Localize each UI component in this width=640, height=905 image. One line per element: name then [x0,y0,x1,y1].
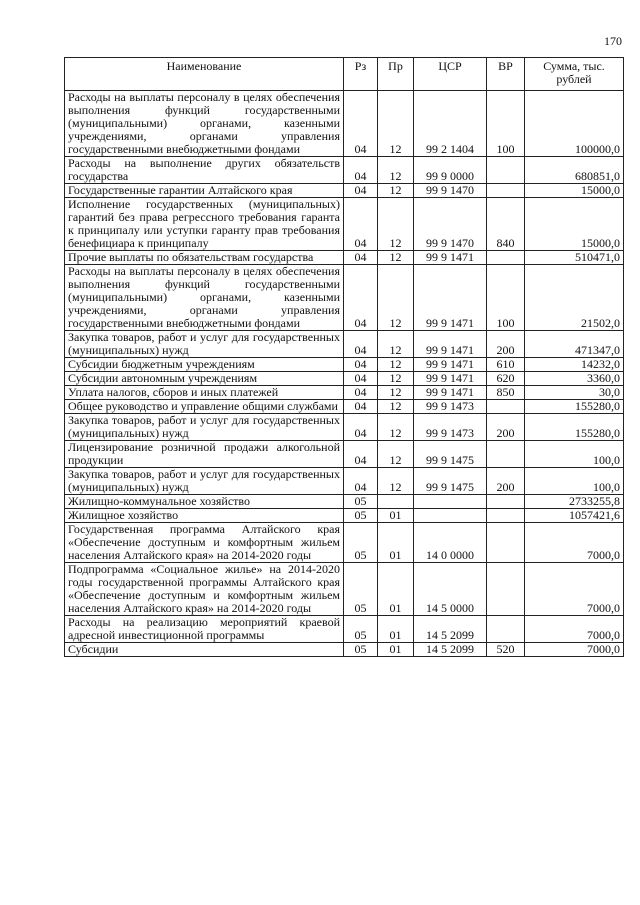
table-row [65,157,624,184]
cell-pr: 12 [378,91,414,157]
table-row [65,184,624,198]
cell-vr [487,441,525,468]
cell-rz: 04 [344,386,378,400]
cell-csr: 99 9 1475 [414,441,487,468]
table-body [65,91,624,657]
cell-rz: 04 [344,184,378,198]
cell-csr: 99 9 1470 [414,198,487,251]
cell-rz: 04 [344,400,378,414]
table-row [65,251,624,265]
table-row [65,509,624,523]
cell-name: Жилищное хозяйство [65,509,344,523]
table-header-row [65,58,624,91]
cell-sum: 100,0 [525,441,624,468]
cell-pr: 12 [378,414,414,441]
cell-pr: 01 [378,563,414,616]
cell-csr: 99 9 1473 [414,414,487,441]
cell-rz: 05 [344,523,378,563]
header-sum: Сумма, тыс. рублей [525,58,624,91]
cell-vr: 100 [487,265,525,331]
cell-sum: 510471,0 [525,251,624,265]
cell-csr: 99 9 1471 [414,331,487,358]
cell-sum: 155280,0 [525,414,624,441]
cell-rz: 04 [344,414,378,441]
cell-pr: 12 [378,184,414,198]
cell-rz: 04 [344,331,378,358]
cell-rz: 05 [344,509,378,523]
cell-csr: 14 0 0000 [414,523,487,563]
cell-sum: 7000,0 [525,563,624,616]
cell-vr [487,495,525,509]
cell-name: Прочие выплаты по обязательствам государства [65,251,344,265]
cell-name: Подпрограмма «Социальное жилье» на 2014-2020 годы государственной программы Алтайского края «Обеспечение доступным и комфортным жильем населения Алтайского края» на 2014-2020 годы [65,563,344,616]
cell-name: Субсидии бюджетным учреждениям [65,358,344,372]
cell-sum: 7000,0 [525,643,624,657]
cell-pr: 12 [378,331,414,358]
cell-rz: 05 [344,643,378,657]
cell-rz: 05 [344,495,378,509]
header-rz: Рз [344,58,378,91]
cell-vr [487,616,525,643]
cell-sum: 1057421,6 [525,509,624,523]
cell-csr: 99 9 1471 [414,265,487,331]
cell-sum: 7000,0 [525,616,624,643]
cell-name: Субсидии [65,643,344,657]
cell-vr: 850 [487,386,525,400]
page-number: 170 [604,34,622,48]
table-row [65,265,624,331]
cell-pr: 12 [378,198,414,251]
cell-csr [414,509,487,523]
cell-vr: 520 [487,643,525,657]
cell-pr: 12 [378,265,414,331]
table-row [65,400,624,414]
cell-name: Исполнение государственных (муниципальных) гарантий без права регрессного требования гаранта к принципалу или уступки гаранту прав требования бенефициара к принципалу [65,198,344,251]
cell-csr: 99 9 1471 [414,372,487,386]
table-row [65,643,624,657]
cell-sum: 100000,0 [525,91,624,157]
cell-vr [487,184,525,198]
cell-sum: 7000,0 [525,523,624,563]
table-row [65,441,624,468]
cell-rz: 04 [344,265,378,331]
table-row [65,523,624,563]
cell-vr: 610 [487,358,525,372]
cell-csr: 99 9 1475 [414,468,487,495]
cell-csr: 99 9 0000 [414,157,487,184]
cell-vr: 200 [487,468,525,495]
cell-csr: 99 9 1470 [414,184,487,198]
table-row [65,495,624,509]
table-row [65,468,624,495]
cell-vr [487,563,525,616]
table-row [65,563,624,616]
cell-rz: 04 [344,251,378,265]
cell-name: Расходы на выплаты персоналу в целях обеспечения выполнения функций государственными (муниципальными) органами, казенными учреждениями, органами управления государственными внебюджетными фондами [65,265,344,331]
cell-sum: 21502,0 [525,265,624,331]
cell-name: Закупка товаров, работ и услуг для государственных (муниципальных) нужд [65,468,344,495]
cell-vr [487,251,525,265]
cell-name: Закупка товаров, работ и услуг для государственных (муниципальных) нужд [65,331,344,358]
cell-sum: 14232,0 [525,358,624,372]
cell-csr: 99 9 1471 [414,251,487,265]
cell-name: Государственная программа Алтайского края «Обеспечение доступным и комфортным жильем населения Алтайского края» на 2014-2020 годы [65,523,344,563]
cell-sum: 100,0 [525,468,624,495]
cell-pr: 01 [378,509,414,523]
cell-csr: 99 9 1473 [414,400,487,414]
header-pr: Пр [378,58,414,91]
table-row [65,91,624,157]
cell-vr [487,400,525,414]
table-row [65,386,624,400]
cell-sum: 471347,0 [525,331,624,358]
cell-rz: 04 [344,358,378,372]
cell-vr: 620 [487,372,525,386]
cell-sum: 30,0 [525,386,624,400]
table-row [65,616,624,643]
cell-sum: 680851,0 [525,157,624,184]
cell-vr: 840 [487,198,525,251]
cell-vr [487,157,525,184]
cell-rz: 04 [344,91,378,157]
cell-pr: 01 [378,616,414,643]
cell-sum: 2733255,8 [525,495,624,509]
cell-csr [414,495,487,509]
cell-rz: 04 [344,198,378,251]
table-row [65,414,624,441]
cell-vr [487,509,525,523]
cell-name: Расходы на реализацию мероприятий краевой адресной инвестиционной программы [65,616,344,643]
cell-pr: 12 [378,441,414,468]
cell-sum: 15000,0 [525,184,624,198]
cell-sum: 15000,0 [525,198,624,251]
cell-name: Закупка товаров, работ и услуг для государственных (муниципальных) нужд [65,414,344,441]
cell-vr: 200 [487,414,525,441]
cell-csr: 99 9 1471 [414,386,487,400]
cell-pr: 01 [378,523,414,563]
cell-pr: 12 [378,157,414,184]
cell-sum: 155280,0 [525,400,624,414]
cell-rz: 04 [344,372,378,386]
cell-csr: 14 5 2099 [414,643,487,657]
cell-vr: 200 [487,331,525,358]
cell-name: Государственные гарантии Алтайского края [65,184,344,198]
table-row [65,198,624,251]
cell-name: Общее руководство и управление общими службами [65,400,344,414]
cell-rz: 05 [344,616,378,643]
cell-rz: 05 [344,563,378,616]
cell-rz: 04 [344,441,378,468]
cell-csr: 14 5 0000 [414,563,487,616]
table-row [65,358,624,372]
cell-pr: 12 [378,386,414,400]
cell-rz: 04 [344,468,378,495]
cell-pr: 12 [378,400,414,414]
cell-name: Жилищно-коммунальное хозяйство [65,495,344,509]
header-vr: ВР [487,58,525,91]
cell-pr: 01 [378,643,414,657]
cell-name: Расходы на выплаты персоналу в целях обеспечения выполнения функций государственными (муниципальными) органами, казенными учреждениями, органами управления государственными внебюджетными фондами [65,91,344,157]
cell-name: Уплата налогов, сборов и иных платежей [65,386,344,400]
budget-table [64,57,624,657]
cell-rz: 04 [344,157,378,184]
cell-pr: 12 [378,372,414,386]
cell-vr [487,523,525,563]
header-csr: ЦСР [414,58,487,91]
cell-csr: 99 9 1471 [414,358,487,372]
cell-pr: 12 [378,358,414,372]
header-name: Наименование [65,58,344,91]
cell-pr: 12 [378,468,414,495]
cell-vr: 100 [487,91,525,157]
cell-csr: 99 2 1404 [414,91,487,157]
cell-csr: 14 5 2099 [414,616,487,643]
cell-pr [378,495,414,509]
cell-pr: 12 [378,251,414,265]
cell-sum: 3360,0 [525,372,624,386]
table-row [65,372,624,386]
cell-name: Лицензирование розничной продажи алкогольной продукции [65,441,344,468]
cell-name: Субсидии автономным учреждениям [65,372,344,386]
cell-name: Расходы на выполнение других обязательств государства [65,157,344,184]
table-row [65,331,624,358]
